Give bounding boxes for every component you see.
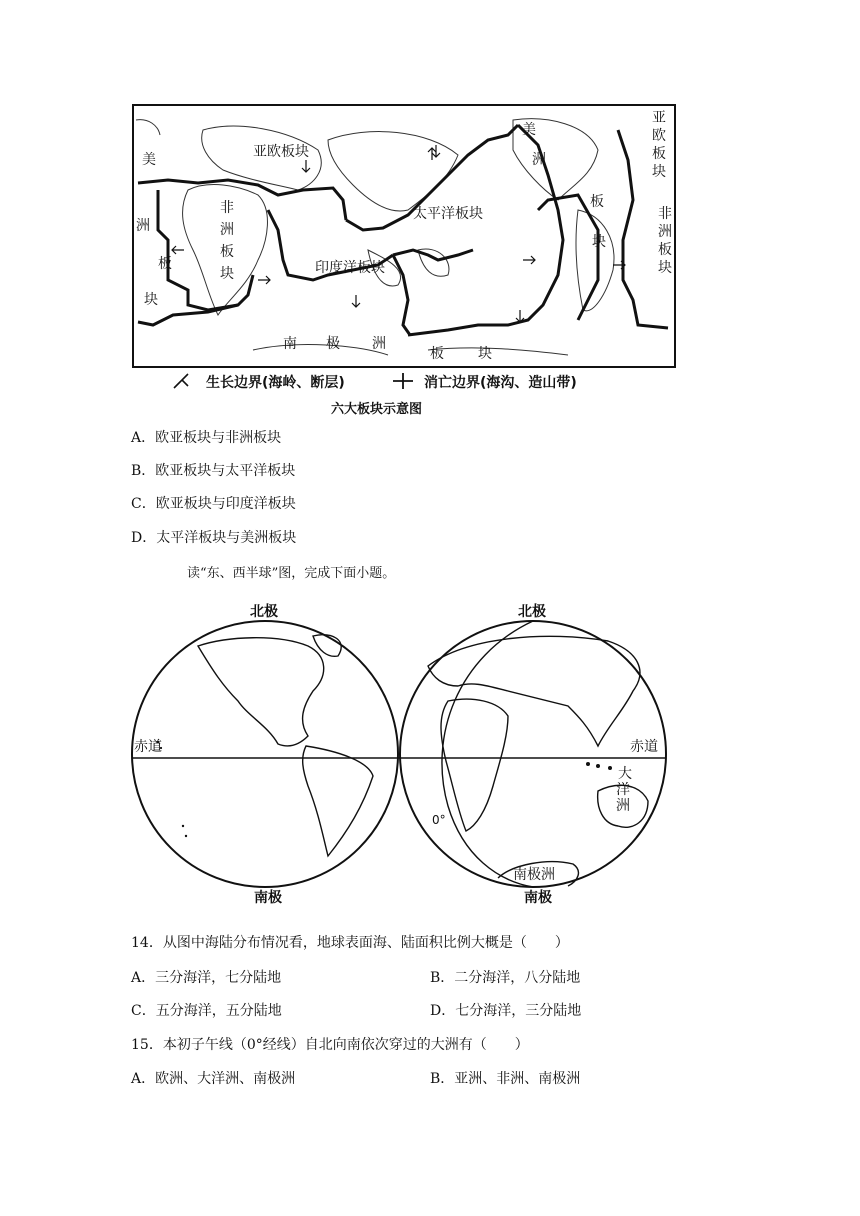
svg-text:块: 块 xyxy=(658,260,672,276)
west-equator-label: 赤道 xyxy=(134,739,162,755)
svg-text:洲: 洲 xyxy=(136,218,150,234)
q13-option-a: A．欧亚板块与非洲板块 xyxy=(131,430,282,446)
q13-option-c: C．欧亚板块与印度洋板块 xyxy=(131,496,296,512)
svg-text:非: 非 xyxy=(658,206,672,222)
q14-option-d: D．七分海洋，三分陆地 xyxy=(430,1003,582,1019)
hemisphere-map xyxy=(128,596,678,912)
q14-stem: 14．从图中海陆分布情况看，地球表面海、陆面积比例大概是（ ） xyxy=(131,935,569,951)
svg-text:块: 块 xyxy=(220,266,234,282)
subduction-boundary-icon xyxy=(393,373,413,389)
svg-text:洲: 洲 xyxy=(220,222,234,238)
svg-text:美: 美 xyxy=(142,152,156,168)
q13-option-b: B．欧亚板块与太平洋板块 xyxy=(131,463,296,479)
q15-option-b: B．亚洲、非洲、南极洲 xyxy=(430,1071,581,1087)
svg-text:洲: 洲 xyxy=(372,336,386,352)
oceania-label xyxy=(616,765,632,814)
label-pacific-plate: 太平洋板块 xyxy=(413,206,483,222)
eastern-hemisphere xyxy=(400,621,666,887)
svg-text:非: 非 xyxy=(220,200,234,216)
east-south-pole-label: 南极 xyxy=(524,890,552,906)
legend-growth-boundary xyxy=(174,374,345,391)
svg-text:南: 南 xyxy=(283,336,297,352)
svg-text:块: 块 xyxy=(478,346,492,362)
svg-text:块: 块 xyxy=(652,164,666,180)
q13-option-d: D．太平洋板块与美洲板块 xyxy=(131,530,297,546)
svg-text:板: 板 xyxy=(590,194,604,210)
svg-text:板: 板 xyxy=(652,146,666,162)
svg-text:洲: 洲 xyxy=(616,798,630,814)
svg-text:板: 板 xyxy=(658,242,672,258)
svg-text:板: 板 xyxy=(158,256,172,272)
svg-text:块: 块 xyxy=(144,292,158,308)
svg-text:洲: 洲 xyxy=(532,152,546,168)
label-eurasian-plate: 亚欧板块 xyxy=(253,144,309,160)
plate-map-caption: 六大板块示意图 xyxy=(331,402,423,417)
svg-text:极: 极 xyxy=(326,336,340,352)
svg-text:欧: 欧 xyxy=(652,128,666,144)
reading-intro: 读“东、西半球”图，完成下面小题。 xyxy=(187,566,396,581)
q15-option-a: A．欧洲、大洋洲、南极洲 xyxy=(131,1071,296,1087)
east-equator-label: 赤道 xyxy=(630,739,658,755)
svg-text:洋: 洋 xyxy=(616,782,630,798)
svg-text:板: 板 xyxy=(220,244,234,260)
antarctica-label: 南极洲 xyxy=(513,867,555,883)
q14-option-b: B．二分海洋，八分陆地 xyxy=(430,970,581,986)
svg-text:块: 块 xyxy=(592,234,606,250)
western-hemisphere xyxy=(132,621,398,887)
q14-option-c: C．五分海洋，五分陆地 xyxy=(131,1003,282,1019)
legend-subduction-boundary xyxy=(393,373,577,391)
west-south-pole-label: 南极 xyxy=(254,890,282,906)
q14-option-a: A．三分海洋，七分陆地 xyxy=(131,970,282,986)
svg-text:洲: 洲 xyxy=(658,224,672,240)
east-north-pole-label: 北极 xyxy=(518,604,546,620)
plate-map xyxy=(128,100,688,420)
growth-boundary-icon xyxy=(174,374,188,388)
q15-stem: 15．本初子午线（0°经线）自北向南依次穿过的大洲有（ ） xyxy=(131,1037,529,1053)
svg-text:生长边界(海岭、断层): 生长边界(海岭、断层) xyxy=(206,375,345,391)
label-indian-plate: 印度洋板块 xyxy=(315,260,385,276)
svg-text:美: 美 xyxy=(522,122,536,138)
prime-meridian-label: 0° xyxy=(432,813,446,827)
west-north-pole-label: 北极 xyxy=(250,604,278,620)
svg-text:板: 板 xyxy=(430,346,444,362)
svg-text:亚: 亚 xyxy=(652,110,666,126)
svg-text:消亡边界(海沟、造山带): 消亡边界(海沟、造山带) xyxy=(424,375,577,391)
svg-text:大: 大 xyxy=(618,766,632,782)
